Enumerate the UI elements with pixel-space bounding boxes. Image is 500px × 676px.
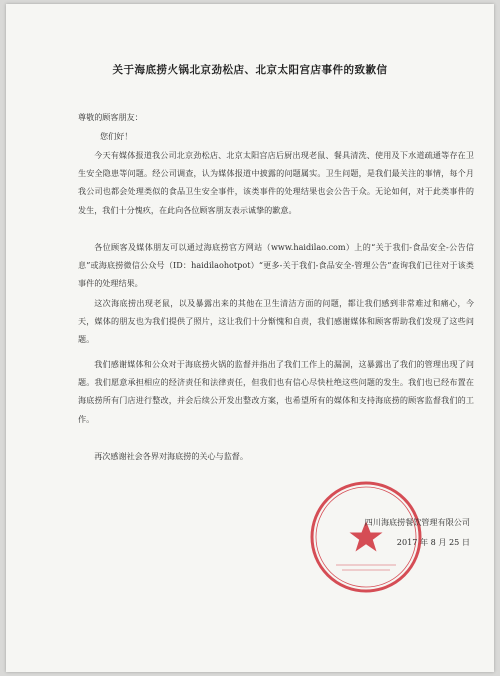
letter-page — [6, 4, 494, 672]
paragraph-5: 再次感谢社会各界对海底捞的关心与监督。 — [94, 451, 248, 461]
letter-title: 关于海底捞火锅北京劲松店、北京太阳宫店事件的致歉信 — [112, 64, 388, 76]
paragraph-2: 各位顾客及媒体朋友可以通过海底捞官方网站（www.haidilao.com）上的“关于我们-食品安全-公告信息”或海底捞微信公众号（ID：haidilaohotpot）“更多-关于我们-食品安全-管理公告”查询我们已往对于该类事件的处理结果。 — [78, 242, 474, 289]
paragraph-4: 我们感谢媒体和公众对于海底捞火锅的监督并指出了我们工作上的漏洞，这暴露出了我们的管理出现了问题。我们愿意承担相应的经济责任和法律责任，但我们也有信心尽快杜绝这些问题的发生。我们也已经布置在海底捞所有门店进行整改，并会后续公开发出整改方案，也希望所有的媒体和支持海底捞的顾客监督我们的工作。 — [78, 359, 474, 424]
letter-date: 2017 年 8 月 25 日 — [396, 537, 470, 547]
signature-block — [256, 499, 476, 609]
paragraph-1: 今天有媒体报道我公司北京劲松店、北京太阳宫店后厨出现老鼠、餐具清洗、使用及下水道疏通等存在卫生安全隐患等问题。经公司调查，认为媒体报道中披露的问题属实。卫生问题，是我们最关注的事情，每个月我公司也都会处理类似的食品卫生安全事件，该类事件的处理结果也会公告于众。无论如何，对于此类事件的发生，我们十分愧疚，在此向各位顾客朋友表示诚挚的歉意。 — [78, 150, 474, 215]
paragraph-3: 这次海底捞出现老鼠，以及暴露出来的其他在卫生清洁方面的问题，都让我们感到非常难过和痛心，今天，媒体的朋友也为我们提供了照片，这让我们十分惭愧和自责，我们感谢媒体和顾客帮助我们发现了这些问题。 — [78, 298, 474, 345]
company-name: 四川海底捞餐饮管理有限公司 — [364, 517, 470, 527]
letter-greeting: 尊敬的顾客朋友： — [78, 112, 143, 122]
letter-hello: 您们好！ — [100, 131, 133, 141]
